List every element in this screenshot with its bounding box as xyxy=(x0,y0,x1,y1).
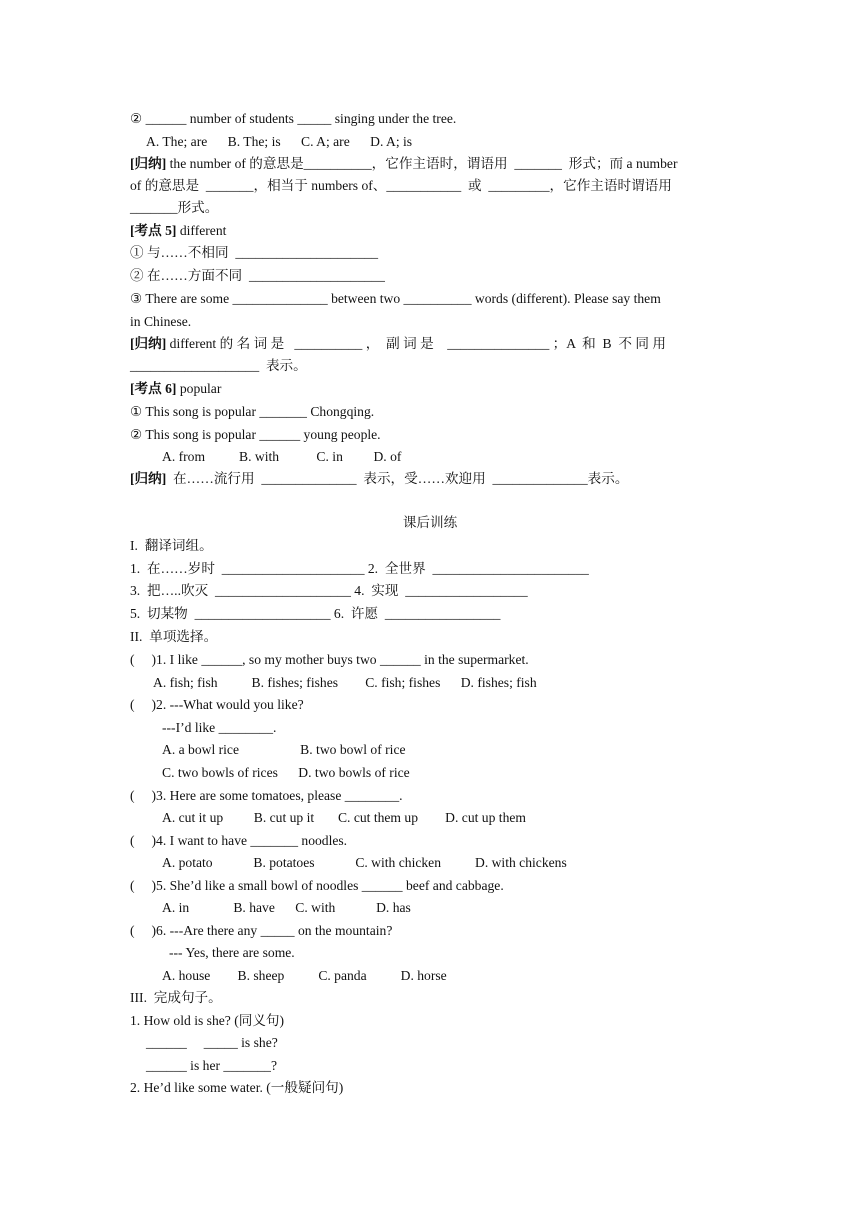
summary-1-line-1: [归纳] the number of 的意思是__________，它作主语时，谓语用 _______ 形式；而 a number xyxy=(130,156,678,171)
completion-1: 1. How old is she? (同义句) xyxy=(130,1013,285,1028)
section-1-row-3: 5. 切某物 ____________________ 6. 许愿 _________________ xyxy=(130,606,501,621)
summary-label: [归纳] xyxy=(130,156,167,171)
mc-question-6-options: A. house B. sheep C. panda D. horse xyxy=(162,968,447,983)
mc-question-1-options: A. fish; fish B. fishes; fishes C. fish; fishes D. fishes; fish xyxy=(153,675,537,690)
completion-2: 2. He’d like some water. (一般疑问句) xyxy=(130,1080,344,1095)
mc-question-4-options: A. potato B. potatoes C. with chicken D. with chickens xyxy=(162,855,567,870)
summary-1-line-3: _______形式。 xyxy=(130,200,219,215)
mc-question-2: ( )2. ---What would you like? xyxy=(130,697,304,712)
point-5-summary-line-1: [归纳] different 的 名 词 是 __________ ， 副 词 是 _______________ ；A 和 B 不 同 用 xyxy=(130,336,666,351)
practice-heading: 课后训练 xyxy=(402,515,458,530)
mc-question-6-reply: --- Yes, there are some. xyxy=(169,945,295,960)
point-6-title: [考点 6] popular xyxy=(130,381,222,396)
mc-question-1: ( )1. I like ______, so my mother buys two ______ in the supermarket. xyxy=(130,652,529,667)
point-6-item-2: ② This song is popular ______ young people. xyxy=(130,427,381,442)
mc-question-5: ( )5. She’d like a small bowl of noodles ______ beef and cabbage. xyxy=(130,878,504,893)
point-5-item-1: ① 与……不相同 _____________________ xyxy=(130,245,379,260)
summary-1-line-2: of 的意思是 _______，相当于 numbers of、___________ 或 _________，它作主语时谓语用 xyxy=(130,178,672,193)
question-2: ② ______ number of students _____ singing under the tree. xyxy=(130,111,457,126)
mc-question-2-options-2: C. two bowls of rices D. two bowls of rice xyxy=(162,765,410,780)
mc-question-2-options-1: A. a bowl rice B. two bowl of rice xyxy=(162,742,406,757)
point-6-options: A. from B. with C. in D. of xyxy=(162,449,402,464)
mc-question-4: ( )4. I want to have _______ noodles. xyxy=(130,833,348,848)
section-3-title: III. 完成句子。 xyxy=(130,990,222,1005)
section-1-row-1: 1. 在……岁时 _____________________ 2. 全世界 _______________________ xyxy=(130,561,589,576)
mc-question-2-reply: ---I’d like ________. xyxy=(162,720,277,735)
point-5-title: [考点 5] different xyxy=(130,223,227,238)
point-5-item-3-line-1: ③ There are some ______________ between two __________ words (different). Please say them xyxy=(130,291,661,306)
mc-question-6: ( )6. ---Are there any _____ on the mountain? xyxy=(130,923,393,938)
point-5-item-3-line-2: in Chinese. xyxy=(130,314,192,329)
completion-1-blank-b: ______ is her _______? xyxy=(146,1058,278,1073)
point-5-summary-line-2: ___________________ 表示。 xyxy=(130,358,307,373)
mc-question-5-options: A. in B. have C. with D. has xyxy=(162,900,411,915)
point-6-summary: [归纳] 在……流行用 ______________ 表示，受……欢迎用 ______________表示。 xyxy=(130,471,629,486)
point-5-item-2: ② 在……方面不同 ____________________ xyxy=(130,268,385,283)
question-2-options: A. The; are B. The; is C. A; are D. A; is xyxy=(146,134,413,149)
section-2-title: II. 单项选择。 xyxy=(130,629,218,644)
completion-1-blank-a: ______ _____ is she? xyxy=(146,1035,278,1050)
mc-question-3: ( )3. Here are some tomatoes, please ________. xyxy=(130,788,403,803)
section-1-title: I. 翻译词组。 xyxy=(130,538,213,553)
mc-question-3-options: A. cut it up B. cut up it C. cut them up D. cut up them xyxy=(162,810,526,825)
point-6-item-1: ① This song is popular _______ Chongqing. xyxy=(130,404,375,419)
section-1-row-2: 3. 把…..吹灭 ____________________ 4. 实现 __________________ xyxy=(130,583,528,598)
